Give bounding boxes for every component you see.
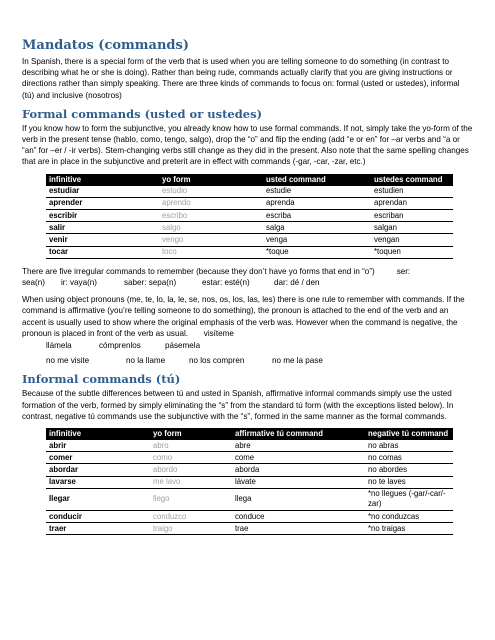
- cell-ustedes: aprendan: [371, 197, 453, 209]
- table-row: [46, 222, 453, 234]
- example-visiteme: visíteme: [203, 328, 234, 338]
- cell-negative: no te laves: [365, 476, 453, 488]
- irregular-item: sea(n): [22, 277, 45, 287]
- informal-paragraph: Because of the subtle differences between tú and usted in Spanish, affirmative informal commands simply use the usted formation of the verb, formed by simply eliminating the “s” from the standard tú form (with the exceptions listed below). In contrast, negative tú commands use the subjunctive with the “s”, formed in the same manner as the formal commands.: [22, 389, 454, 421]
- cell-usted: estudie: [263, 186, 371, 198]
- section-title-formal: Formal commands (usted or ustedes): [22, 106, 263, 121]
- table-row: [46, 476, 453, 488]
- header-ustedes-command: ustedes command: [371, 174, 453, 186]
- cell-infinitive: tocar: [46, 246, 159, 258]
- header-yo-form: yo form: [159, 174, 263, 186]
- table-row: [46, 186, 453, 198]
- cell-usted: salga: [263, 222, 371, 234]
- cell-affirmative: come: [232, 452, 365, 464]
- cell-infinitive: llegar: [46, 488, 150, 510]
- table-row: [46, 488, 453, 510]
- cell-infinitive: venir: [46, 234, 159, 246]
- cell-infinitive: abrir: [46, 440, 150, 452]
- pronoun-paragraph: [22, 294, 473, 339]
- cell-infinitive: estudiar: [46, 186, 159, 198]
- informal-commands-table: [46, 428, 453, 535]
- cell-usted: aprenda: [263, 197, 371, 209]
- negative-examples: [22, 355, 473, 366]
- cell-yo-form: abordo: [150, 464, 232, 476]
- header-usted-command: usted command: [263, 174, 371, 186]
- irregular-item: ir: vaya(n): [61, 277, 97, 287]
- header-yo-form: yo form: [150, 428, 232, 440]
- cell-infinitive: conducir: [46, 510, 150, 522]
- table-header-row: [46, 174, 453, 186]
- example-item: no me visite: [46, 356, 90, 366]
- cell-usted: escriba: [263, 210, 371, 222]
- cell-infinitive: abordar: [46, 464, 150, 476]
- table-row: [46, 197, 453, 209]
- cell-yo-form: vengo: [159, 234, 263, 246]
- cell-ustedes: escriban: [371, 210, 453, 222]
- header-affirmative-tu: affirmative tú command: [232, 428, 365, 440]
- example-item: no la llame: [126, 356, 166, 366]
- cell-negative: *no llegues (-gar/-car/-zar): [365, 488, 453, 510]
- cell-negative: no abordes: [365, 464, 453, 476]
- cell-affirmative: lávate: [232, 476, 365, 488]
- irregular-ser-label: ser:: [396, 266, 411, 276]
- cell-yo-form: abro: [150, 440, 232, 452]
- irregular-commands: [22, 266, 473, 277]
- cell-affirmative: conduce: [232, 510, 365, 522]
- cell-yo-form: escribo: [159, 210, 263, 222]
- cell-affirmative: abre: [232, 440, 365, 452]
- irregular-intro: There are five irregular commands to remember (because they don’t have yo forms that end in “o”): [22, 266, 375, 276]
- table-row: [46, 464, 453, 476]
- cell-infinitive: salir: [46, 222, 159, 234]
- cell-infinitive: lavarse: [46, 476, 150, 488]
- cell-ustedes: vengan: [371, 234, 453, 246]
- irregular-item: dar: dé / den: [274, 277, 320, 287]
- cell-yo-form: conduzco: [150, 510, 232, 522]
- cell-ustedes: salgan: [371, 222, 453, 234]
- cell-infinitive: aprender: [46, 197, 159, 209]
- cell-yo-form: estudio: [159, 186, 263, 198]
- table-row: [46, 510, 453, 522]
- cell-yo-form: me lavo: [150, 476, 232, 488]
- affirmative-examples: [22, 340, 473, 351]
- cell-yo-form: toco: [159, 246, 263, 258]
- example-item: no me la pase: [272, 356, 323, 366]
- formal-commands-table: [46, 174, 453, 259]
- cell-infinitive: traer: [46, 523, 150, 535]
- example-item: pásemela: [165, 340, 201, 350]
- table-row: [46, 246, 453, 258]
- cell-usted: *toque: [263, 246, 371, 258]
- cell-usted: venga: [263, 234, 371, 246]
- table-row: [46, 452, 453, 464]
- cell-negative: *no conduzcas: [365, 510, 453, 522]
- cell-yo-form: salgo: [159, 222, 263, 234]
- cell-yo-form: llego: [150, 488, 232, 510]
- example-item: llámela: [46, 340, 72, 350]
- irregular-item: estar: esté(n): [202, 277, 250, 287]
- table-row: [46, 210, 453, 222]
- example-item: no los compren: [189, 356, 245, 366]
- cell-negative: *no traigas: [365, 523, 453, 535]
- table-row: [46, 234, 453, 246]
- cell-negative: no comas: [365, 452, 453, 464]
- cell-affirmative: llega: [232, 488, 365, 510]
- cell-ustedes: estudien: [371, 186, 453, 198]
- formal-paragraph: If you know how to form the subjunctive, you already know how to use formal commands. If not, simply take the yo-form of the verb in the present tense (hablo, como, tengo, salgo), drop the “o” and flip the ending (add “e or en” for –ar verbs and “a or “an” for –er / -ir verbs). Stem-changing verbs still change as they did in the present. Also note that the same spelling changes that are in place in the subjunctive and preterit are in effect with commands (-gar, -car, -zar, etc.): [22, 123, 473, 167]
- pronoun-text: When using object pronouns (me, te, lo, la, le, se, nos, os, los, las, les) there is one rule to remember with commands. If the command is affirmative (you’re telling someone to do something), the pronoun is attached to the end of the verb and an accent is usually used to show where the original emphasis of the verb was. However when the command is negative, the pronoun is placed in front of the verb as usual.: [22, 295, 465, 338]
- table-row: [46, 440, 453, 452]
- example-item: cómprenlos: [99, 340, 141, 350]
- section-title-informal: Informal commands (tú): [22, 372, 181, 387]
- cell-yo-form: como: [150, 452, 232, 464]
- header-negative-tu: negative tú command: [365, 428, 453, 440]
- cell-affirmative: aborda: [232, 464, 365, 476]
- intro-paragraph: In Spanish, there is a special form of the verb that is used when you are telling someone to do something (in contrast to describing what he or she is doing). Rather than being rude, commands actually clarify that you are giving instructions or directions rather than simply speaking. There are three kinds of commands to focus on: formal (usted or ustedes), informal (tú) and inclusive (nosotros): [22, 57, 460, 100]
- cell-infinitive: comer: [46, 452, 150, 464]
- irregular-commands-list: [22, 277, 473, 288]
- cell-yo-form: aprendo: [159, 197, 263, 209]
- header-infinitive: infinitive: [46, 428, 150, 440]
- section-title-mandatos: Mandatos (commands): [22, 38, 189, 53]
- cell-yo-form: traigo: [150, 523, 232, 535]
- cell-affirmative: trae: [232, 523, 365, 535]
- document-page: [22, 38, 473, 542]
- cell-ustedes: *toquen: [371, 246, 453, 258]
- table-row: [46, 523, 453, 535]
- irregular-item: saber: sepa(n): [124, 277, 177, 287]
- cell-negative: no abras: [365, 440, 453, 452]
- cell-infinitive: escribir: [46, 210, 159, 222]
- table-header-row: [46, 428, 453, 440]
- header-infinitive: infinitive: [46, 174, 159, 186]
